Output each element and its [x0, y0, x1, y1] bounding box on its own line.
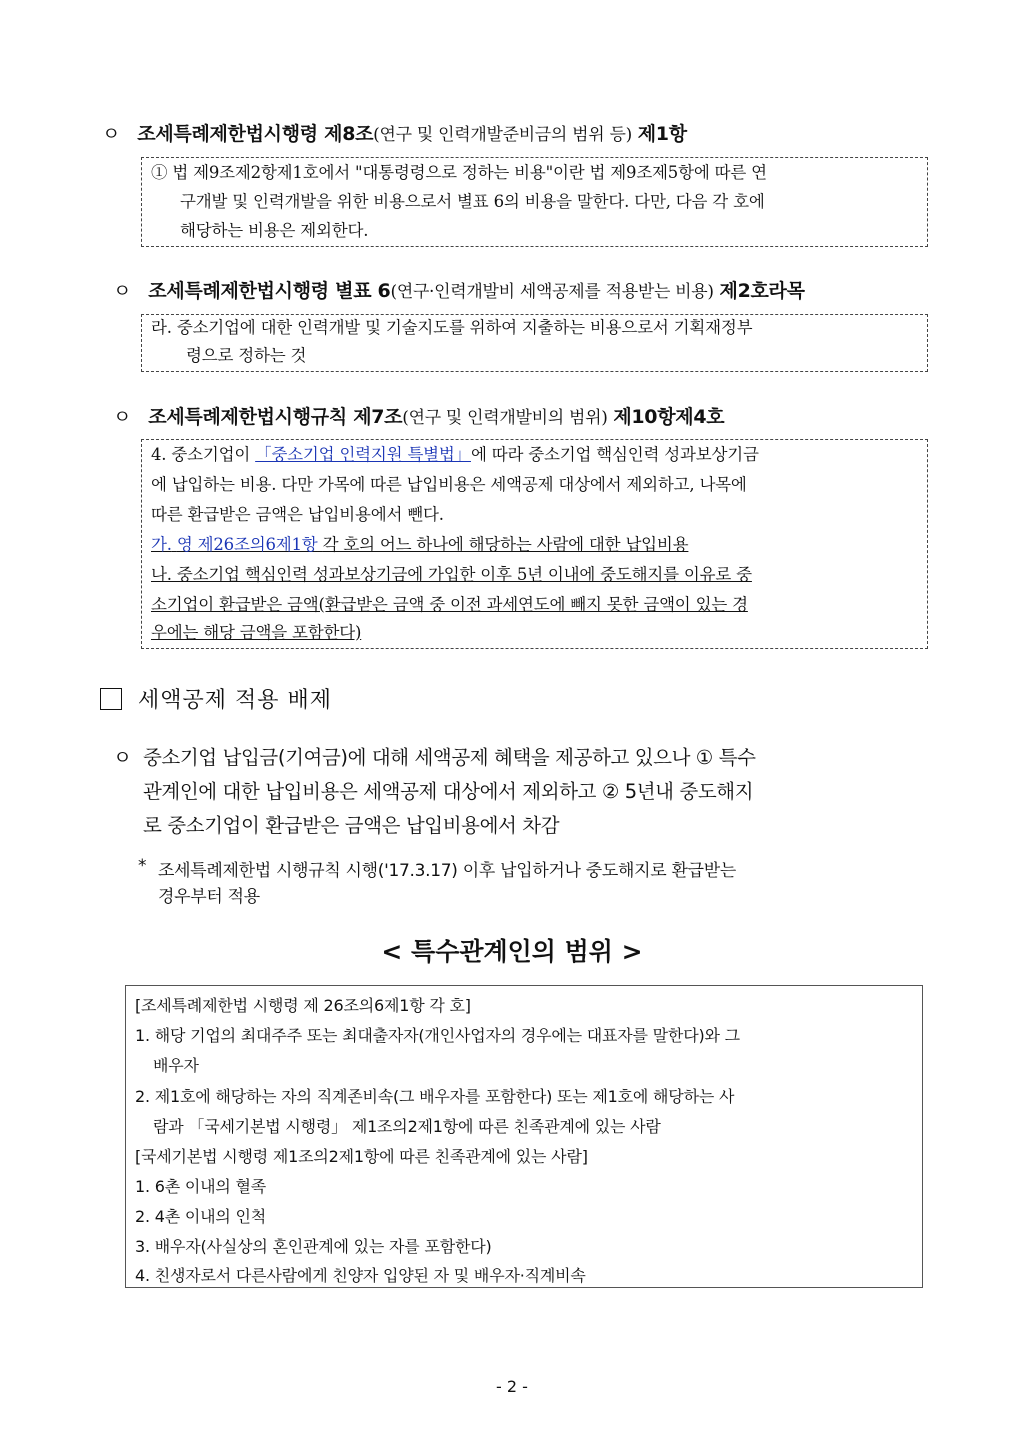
- ref2-title-tail: 제2호라목: [719, 280, 805, 302]
- range-line: [국세기본법 시행령 제1조의2제1항에 따른 친족관계에 있는 사람]: [135, 1147, 588, 1166]
- ref1-title-tail: 제1항: [637, 123, 687, 145]
- ref3-line-7: 우에는 해당 금액을 포함한다): [151, 623, 362, 642]
- ref3-box: [141, 439, 928, 649]
- note-line: 경우부터 적용: [158, 887, 260, 907]
- ref3-line-6: 소기업이 환급받은 금액(환급받은 금액 중 이전 과세연도에 빼지 못한 금액이 있는 경: [151, 595, 748, 614]
- ref2-title-paren: (연구·인력개발비 세액공제를 적용받는 비용): [390, 282, 714, 302]
- section-bullet: ㅇ: [113, 746, 132, 769]
- ref3-title-bold: 조세특례제한법시행규칙 제7조: [148, 406, 403, 428]
- range-line: 배우자: [153, 1056, 199, 1075]
- ref3-line-3: 따른 환급받은 금액은 납입비용에서 뺀다.: [151, 505, 444, 524]
- special-relation-title: < 특수관계인의 범위 >: [381, 937, 643, 966]
- ref1-line: 해당하는 비용은 제외한다.: [180, 221, 369, 240]
- section-para-line: 로 중소기업이 환급받은 금액은 납입비용에서 차감: [143, 814, 560, 837]
- section-title-text: 세액공제 적용 배제: [138, 688, 333, 713]
- range-line: 2. 제1호에 해당하는 자의 직계존비속(그 배우자를 포함한다) 또는 제1호에 해당하는 사: [135, 1087, 735, 1106]
- range-line: 1. 6촌 이내의 혈족: [135, 1177, 267, 1196]
- range-line: 람과 「국세기본법 시행령」 제1조의2제1항에 따른 친족관계에 있는 사람: [153, 1117, 661, 1136]
- note-asterisk: *: [138, 856, 147, 876]
- ref2-heading: [113, 276, 805, 303]
- ref2-title-bold: 조세특례제한법시행령 별표 6: [148, 280, 391, 302]
- ref3-title-paren: (연구 및 인력개발비의 범위): [402, 408, 608, 428]
- range-line: [조세특례제한법 시행령 제 26조의6제1항 각 호]: [135, 996, 471, 1015]
- range-line: 2. 4촌 이내의 인척: [135, 1207, 267, 1226]
- ref3-line4-pre: 가.: [151, 535, 172, 554]
- range-line: 4. 친생자로서 다른사람에게 친양자 입양된 자 및 배우자·직계비속: [135, 1266, 586, 1285]
- section-para-line: 중소기업 납입금(기여금)에 대해 세액공제 혜택을 제공하고 있으나 ① 특수: [143, 746, 756, 769]
- ref1-title-bold: 조세특례제한법시행령 제8조: [137, 123, 374, 145]
- bullet: ㅇ: [102, 123, 121, 145]
- ref3-line1-pre: 4. 중소기업이: [151, 445, 251, 464]
- bullet: ㅇ: [113, 280, 132, 302]
- range-line: 1. 해당 기업의 최대주주 또는 최대출자자(개인사업자의 경우에는 대표자를 말한다)와 그: [135, 1026, 740, 1045]
- ref1-title-paren: (연구 및 인력개발준비금의 범위 등): [373, 125, 632, 145]
- ref2-box: [141, 314, 928, 372]
- ref2-line: 령으로 정하는 것: [186, 346, 307, 365]
- page-number: - 2 -: [496, 1377, 528, 1396]
- ref3-heading: [113, 402, 724, 429]
- ref3-line-5: 나. 중소기업 핵심인력 성과보상기금에 가입한 이후 5년 이내에 중도해지를 이유로 중: [151, 565, 752, 584]
- ref3-line-2: 에 납입하는 비용. 다만 가목에 따른 납입비용은 세액공제 대상에서 제외하고, 나목에: [151, 475, 747, 494]
- ref3-line-4: [151, 530, 688, 560]
- section-title: [100, 683, 332, 714]
- note-line: 조세특례제한법 시행규칙 시행('17.3.17) 이후 납입하거나 중도해지로 환급받는: [158, 861, 736, 881]
- ref3-line-1: [151, 440, 759, 470]
- ref3-title-tail: 제10항제4호: [613, 406, 725, 428]
- ref3-line4-post: 각 호의 어느 하나에 해당하는 사람에 대한 납입비용: [322, 535, 689, 554]
- ref3-line1-post: 에 따라 중소기업 핵심인력 성과보상기금: [470, 445, 759, 464]
- range-line: 3. 배우자(사실상의 혼인관계에 있는 자를 포함한다): [135, 1237, 492, 1256]
- ref1-line: ① 법 제9조제2항제1호에서 "대통령령으로 정하는 비용"이란 법 제9조제5항에 따른 연: [151, 163, 767, 182]
- ref1-line: 구개발 및 인력개발을 위한 비용으로서 별표 6의 비용을 말한다. 다만, 다음 각 호에: [180, 192, 765, 211]
- checkbox-square-icon: [100, 688, 122, 710]
- special-relation-box: [125, 985, 923, 1288]
- section-para-line: 관계인에 대한 납입비용은 세액공제 대상에서 제외하고 ② 5년내 중도해지: [143, 780, 754, 803]
- decree-26-6-link[interactable]: 영 제26조의6제1항: [176, 535, 318, 554]
- ref2-line: 라. 중소기업에 대한 인력개발 및 기술지도를 위하여 지출하는 비용으로서 기획재정부: [151, 318, 753, 337]
- bullet: ㅇ: [113, 406, 132, 428]
- ref1-box: [141, 157, 928, 247]
- ref1-heading: [102, 119, 687, 146]
- sme-manpower-act-link[interactable]: 「중소기업 인력지원 특별법」: [255, 445, 471, 464]
